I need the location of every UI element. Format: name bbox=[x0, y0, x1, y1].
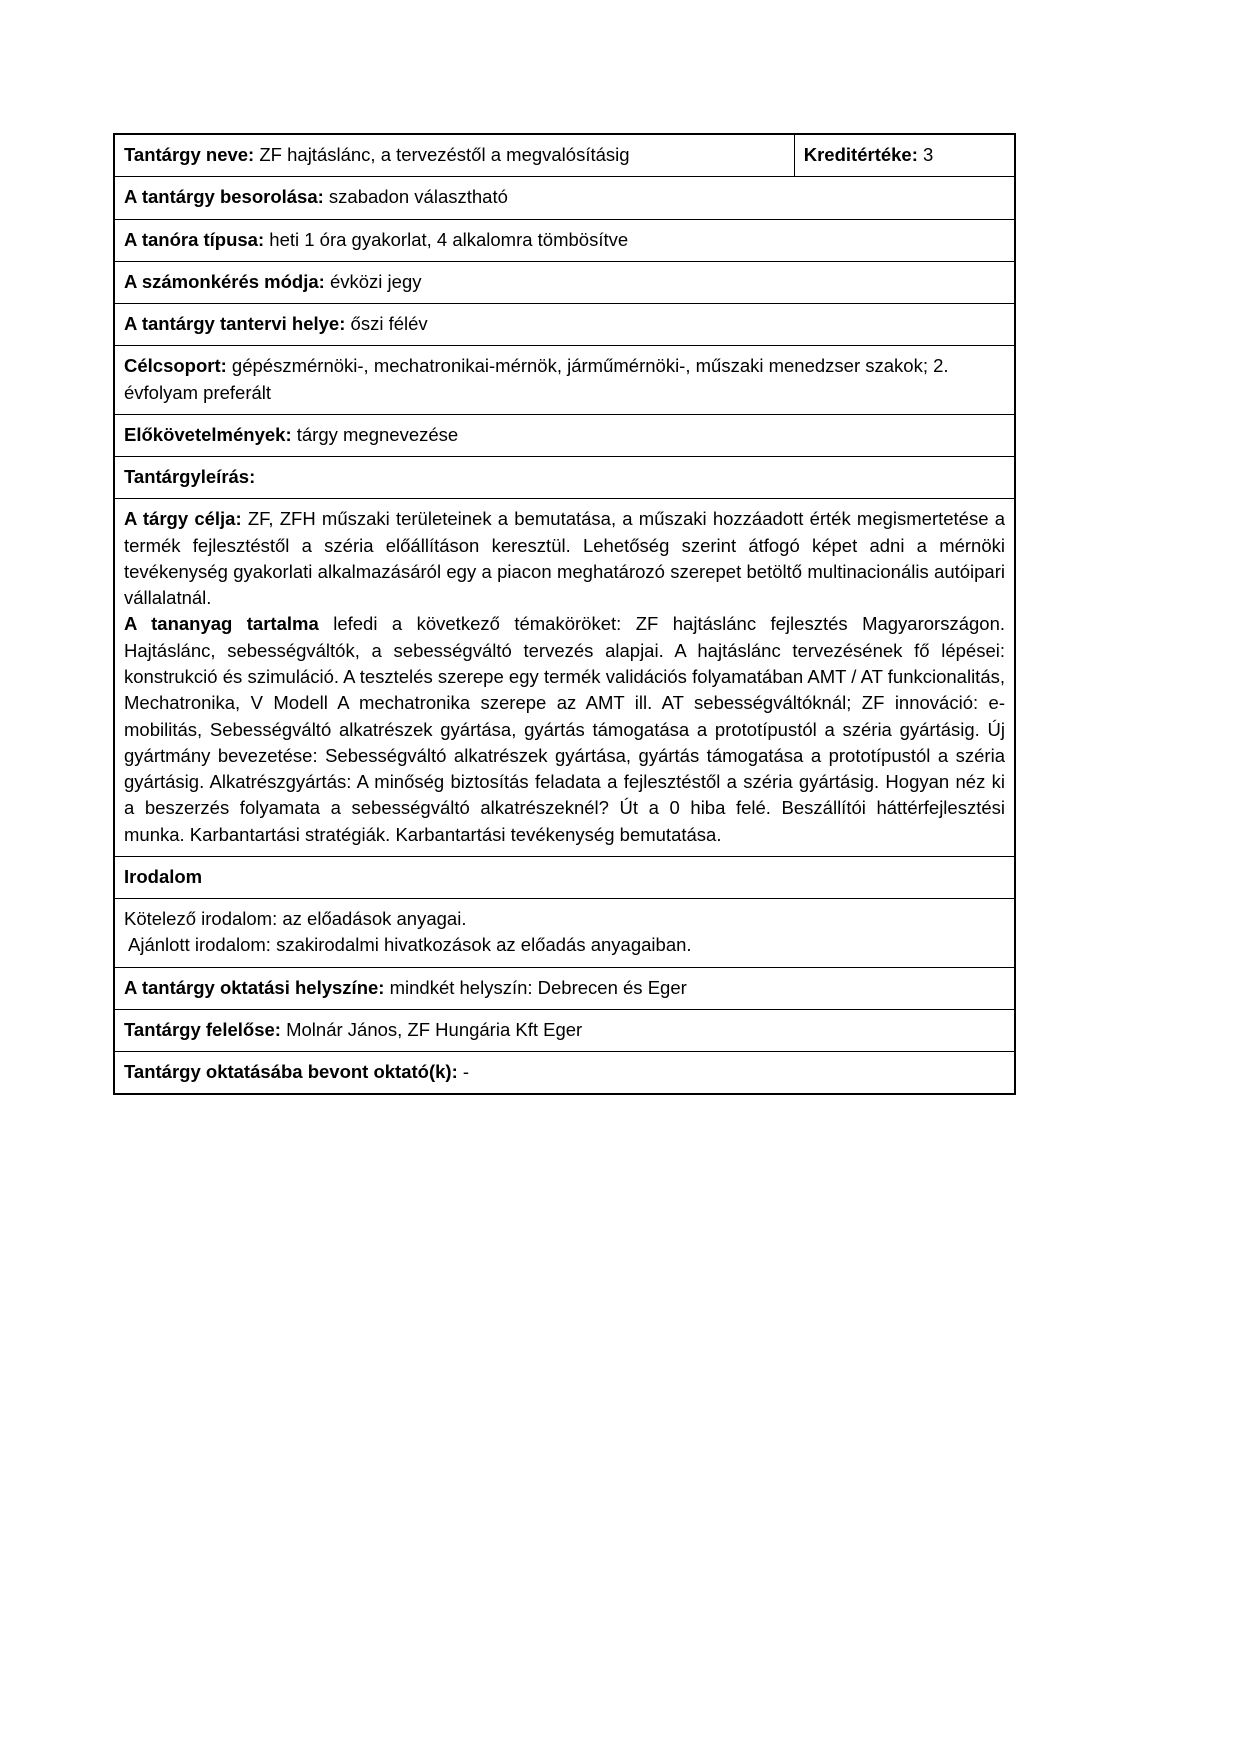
course-name-cell bbox=[114, 134, 794, 177]
responsible-cell bbox=[114, 1009, 1015, 1051]
curriculum-place-cell bbox=[114, 304, 1015, 346]
curriculum-place-label: A tantárgy tantervi helye: bbox=[124, 313, 346, 335]
table-row-involved-teachers bbox=[114, 1052, 1015, 1095]
table-row-target-group bbox=[114, 346, 1015, 415]
table-row-course-name bbox=[114, 134, 1015, 177]
credit-value: 3 bbox=[917, 144, 934, 165]
target-group-cell bbox=[114, 346, 1015, 415]
table-row-classification bbox=[114, 177, 1015, 219]
responsible-label: Tantárgy felelőse: bbox=[124, 1018, 281, 1040]
description-cell bbox=[114, 499, 1015, 856]
table-row-literature-header bbox=[114, 856, 1015, 898]
involved-teachers-cell bbox=[114, 1052, 1015, 1095]
prerequisites-value: tárgy megnevezése bbox=[291, 423, 459, 445]
course-name-value: ZF hajtáslánc, a tervezéstől a megvalósításig bbox=[254, 144, 630, 165]
classification-cell bbox=[114, 177, 1015, 219]
location-label: A tantárgy oktatási helyszíne: bbox=[124, 976, 385, 998]
syllabus-table bbox=[113, 133, 1016, 1095]
curriculum-place-value: őszi félév bbox=[345, 313, 428, 335]
description-aim-text: ZF, ZFH műszaki területeinek a bemutatása, a műszaki hozzáadott érték megismertetése a termék fejlesztéstől a széria előállításon keresztül. Lehetőség szerint átfogó képet adni a mérnöki tevékenység gyakorlati alkalmazásáról egy a piacon meghatározó szerepet betöltő multinacionális autóipari vállalatnál. bbox=[124, 508, 1005, 609]
description-aim-label: A tárgy célja: bbox=[124, 508, 242, 530]
literature-header-cell bbox=[114, 856, 1015, 898]
classification-value: szabadon választható bbox=[323, 186, 508, 208]
involved-teachers-label: Tantárgy oktatásába bevont oktató(k): bbox=[124, 1061, 458, 1083]
table-row-location bbox=[114, 967, 1015, 1009]
prerequisites-cell bbox=[114, 414, 1015, 456]
table-row-curriculum-place bbox=[114, 304, 1015, 346]
credit-label: Kreditértéke: bbox=[803, 144, 918, 165]
location-cell bbox=[114, 967, 1015, 1009]
involved-teachers-value: - bbox=[457, 1061, 470, 1083]
class-type-label: A tanóra típusa: bbox=[124, 228, 265, 250]
class-type-value: heti 1 óra gyakorlat, 4 alkalomra tömbösítve bbox=[264, 228, 629, 250]
table-row-assessment bbox=[114, 261, 1015, 303]
credit-cell bbox=[794, 134, 1015, 177]
prerequisites-label: Előkövetelmények: bbox=[124, 423, 292, 445]
assessment-value: évközi jegy bbox=[324, 270, 422, 292]
classification-label: A tantárgy besorolása: bbox=[124, 186, 324, 208]
target-group-value: gépészmérnöki-, mechatronikai-mérnök, járműmérnöki-, műszaki menedzser szakok; 2. évfolyam preferált bbox=[124, 355, 949, 403]
course-name-label: Tantárgy neve: bbox=[124, 144, 255, 165]
assessment-cell bbox=[114, 261, 1015, 303]
description-aim-paragraph bbox=[124, 506, 1005, 611]
class-type-cell bbox=[114, 219, 1015, 261]
syllabus-sheet bbox=[113, 133, 1016, 1095]
literature-header-label: Irodalom bbox=[124, 865, 203, 887]
description-header-label: Tantárgyleírás: bbox=[124, 466, 256, 488]
literature-required: Kötelező irodalom: az előadások anyagai. bbox=[124, 908, 467, 930]
target-group-label: Célcsoport: bbox=[124, 355, 227, 377]
table-row-literature bbox=[114, 899, 1015, 968]
description-content-text: lefedi a következő témaköröket: ZF hajtáslánc fejlesztés Magyarországon. Hajtáslánc, sebességváltók, a sebességváltó tervezés alapjai. A hajtáslánc tervezésének fő lépései: konstrukció és szimuláció. A tesztelés szerepe egy termék validációs folyamatában AMT / AT funkcionalitás, Mechatronika, V Modell A mechatronika szerepe az AMT ill. AT sebességváltóknál; ZF innováció: e-mobilitás, Sebességváltó alkatrészek gyártása, gyártás támogatása a prototípustól a széria gyártásig. Új gyártmány bevezetése: Sebességváltó alkatrészek gyártása, gyártás támogatása a prototípustól a széria gyártásig. Alkatrészgyártás: A minőség biztosítás feladata a fejlesztéstől a széria gyártásig. Hogyan néz ki a beszerzés folyamata a sebességváltó alkatrészeknél? Út a 0 hiba felé. Beszállítói háttérfejlesztési munka. Karbantartási stratégiák. Karbantartási tevékenység bemutatása. bbox=[124, 613, 1005, 845]
responsible-value: Molnár János, ZF Hungária Kft Eger bbox=[280, 1018, 583, 1040]
description-content-label: A tananyag tartalma bbox=[124, 613, 319, 635]
description-header-cell bbox=[114, 457, 1015, 499]
literature-cell bbox=[114, 899, 1015, 968]
literature-recommended: Ajánlott irodalom: szakirodalmi hivatkozások az előadás anyagaiban. bbox=[128, 934, 692, 956]
table-row-responsible bbox=[114, 1009, 1015, 1051]
table-row-description-header bbox=[114, 457, 1015, 499]
table-row-class-type bbox=[114, 219, 1015, 261]
table-row-description bbox=[114, 499, 1015, 856]
assessment-label: A számonkérés módja: bbox=[124, 270, 325, 292]
description-content-paragraph bbox=[124, 611, 1005, 847]
location-value: mindkét helyszín: Debrecen és Eger bbox=[384, 976, 687, 998]
table-row-prerequisites bbox=[114, 414, 1015, 456]
